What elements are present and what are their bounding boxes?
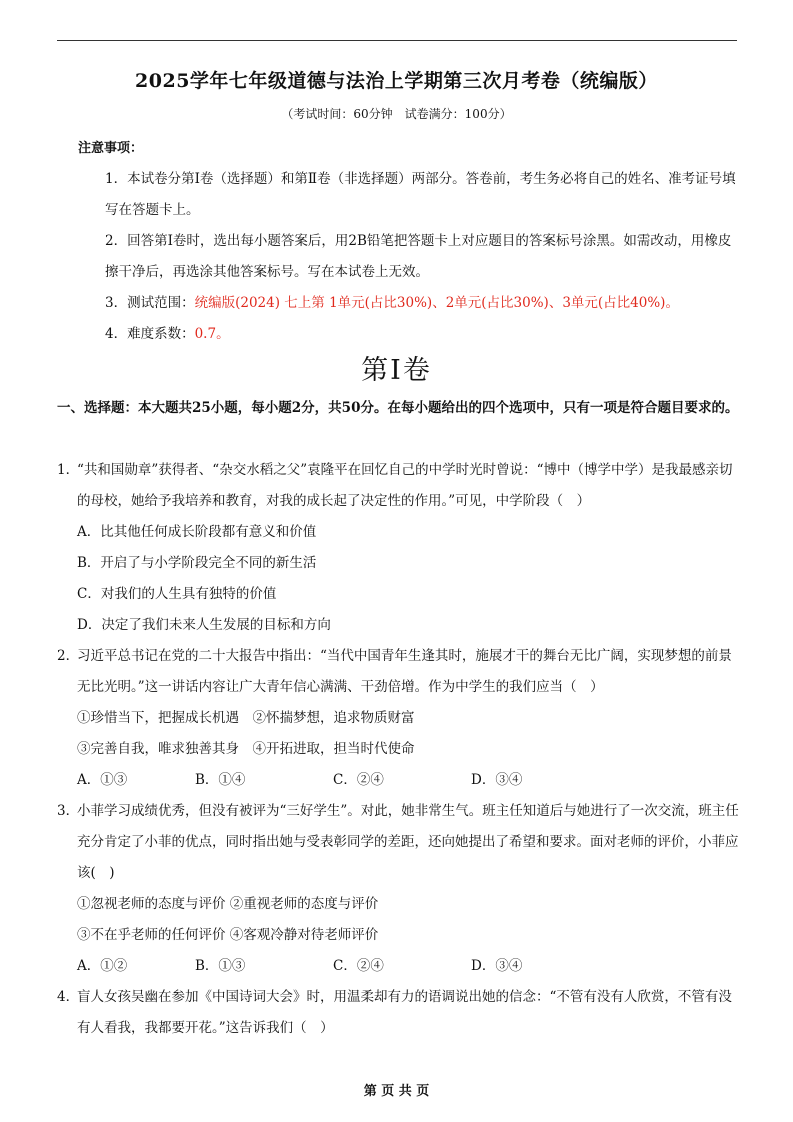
question-2-text: 习近平总书记在党的二十大报告中指出：“当代中国青年生逢其时，施展才干的舞台无比广阔，实现梦想的前景无比光明。”这一讲话内容让广大青年信心满满、干劲倍增。作为中学生的我们应当（ ）: [77, 648, 732, 695]
question-3-choice-a: A．①②: [77, 958, 128, 974]
note-3-prefix: 3．测试范围：: [105, 295, 195, 311]
note-2: [78, 226, 740, 288]
question-1-option-c: C．对我们的人生具有独特的价值: [77, 586, 277, 602]
exam-title: 2025学年七年级道德与法治上学期第三次月考卷（统编版）: [135, 70, 658, 92]
question-2-choice-b: B．①④: [195, 772, 246, 788]
question-2-number: 2．: [57, 648, 80, 664]
question-1-option-a: A．比其他任何成长阶段都有意义和价值: [77, 524, 317, 540]
note-4-difficulty: 0.7。: [194, 326, 230, 342]
header-rule: [57, 40, 737, 41]
question-1-option-d: D．决定了我们未来人生发展的目标和方向: [77, 617, 331, 633]
note-2-text: 2．回答第Ⅰ卷时，选出每小题答案后，用2B铅笔把答题卡上对应题目的答案标号涂黑。如需改动，用橡皮擦干净后，再选涂其他答案标号。写在本试卷上无效。: [105, 233, 732, 280]
question-3-choice-b: B．①③: [195, 958, 246, 974]
question-3: [57, 796, 740, 889]
question-3-choice-c: C．②④: [333, 958, 384, 974]
question-2: [57, 641, 740, 703]
note-1: [78, 164, 740, 226]
question-3-number: 3．: [57, 803, 80, 819]
note-1-text: 1．本试卷分第Ⅰ卷（选择题）和第Ⅱ卷（非选择题）两部分。答卷前，考生务必将自己的姓名、准考证号填写在答题卡上。: [105, 171, 736, 218]
question-3-statements-2: ③不在乎老师的任何评价 ④客观冷静对待老师评价: [77, 927, 379, 943]
question-2-choice-c: C．②④: [333, 772, 384, 788]
note-4-prefix: 4．难度系数：: [105, 326, 195, 342]
question-2-statements-2: ③完善自我，唯求独善其身 ④开拓进取，担当时代使命: [77, 741, 415, 757]
question-1-number: 1．: [57, 462, 80, 478]
question-2-statements-1: ①珍惜当下，把握成长机遇 ②怀揣梦想，追求物质财富: [77, 710, 415, 726]
question-4: [57, 982, 740, 1044]
question-3-statements-1: ①忽视老师的态度与评价 ②重视老师的态度与评价: [77, 896, 379, 912]
note-4: [78, 319, 740, 350]
note-3: [78, 288, 740, 319]
section-title: 第Ⅰ卷: [361, 355, 432, 386]
question-2-choice-a: A．①③: [77, 772, 128, 788]
notes-heading: 注意事项：: [78, 141, 144, 156]
question-4-text: 盲人女孩吴幽在参加《中国诗词大会》时，用温柔却有力的语调说出她的信念：“不管有没有人欣赏，不管有没有人看我，我都要开花。”这告诉我们（ ）: [77, 989, 732, 1036]
section-description: 一、选择题：本大题共25小题，每小题2分，共50分。在每小题给出的四个选项中，只有一项是符合题目要求的。: [57, 400, 739, 416]
question-1: [57, 455, 740, 517]
question-3-choice-d: D．③④: [471, 958, 523, 974]
note-3-range: 统编版(2024) 七上第 1单元(占比30%)、2单元(占比30%)、3单元(占比40%)。: [194, 295, 679, 311]
question-4-number: 4．: [57, 989, 80, 1005]
question-2-choice-d: D．③④: [471, 772, 523, 788]
question-1-option-b: B．开启了与小学阶段完全不同的新生活: [77, 555, 317, 571]
question-3-text: 小菲学习成绩优秀，但没有被评为“三好学生”。对此，她非常生气。班主任知道后与她进行了一次交流，班主任充分肯定了小菲的优点，同时指出她与受表彰同学的差距，还向她提出了希望和要求。面对老师的评价，小菲应该( ): [77, 803, 739, 881]
exam-subtitle: （考试时间：60分钟 试卷满分：100分）: [281, 107, 512, 121]
page-footer: 第 页 共 页: [363, 1084, 430, 1099]
question-1-text: “共和国勋章”获得者、“杂交水稻之父”袁隆平在回忆自己的中学时光时曾说：“博中（博学中学）是我最感亲切的母校，她给予我培养和教育，对我的成长起了决定性的作用。”可见，中学阶段（ ）: [77, 462, 733, 509]
